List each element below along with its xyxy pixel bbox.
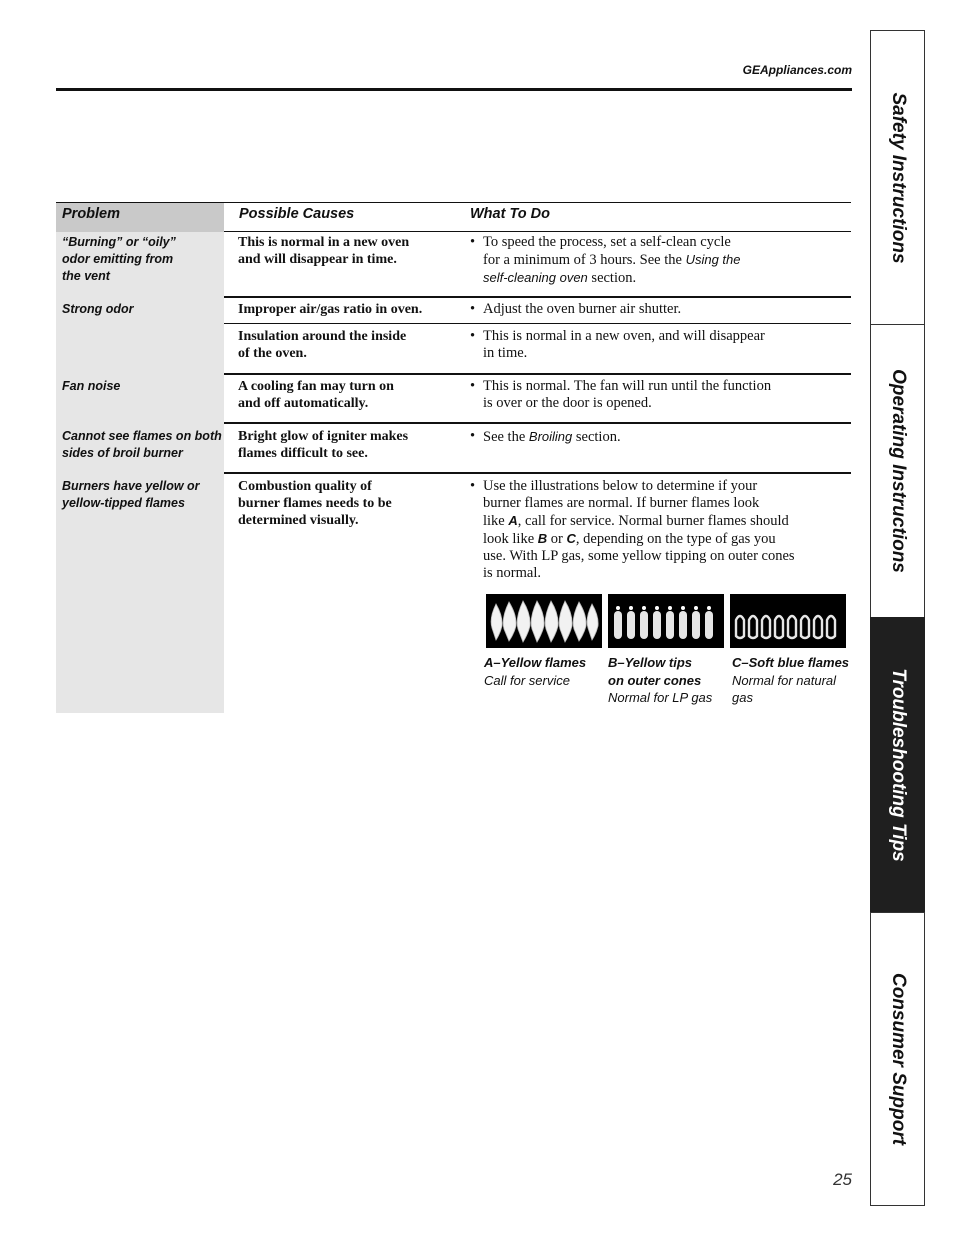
flame-caption-a: A–Yellow flames Call for service <box>484 655 587 688</box>
top-rule <box>56 88 852 91</box>
todo-cell: • See the Broiling section. <box>470 428 621 445</box>
tab-operating-instructions[interactable] <box>870 324 925 618</box>
cause-cell: Bright glow of igniter makes flames difficult to see. <box>238 429 409 461</box>
tab-label: Consumer Support <box>887 972 909 1146</box>
cause-cell: Insulation around the inside of the oven. <box>238 329 407 361</box>
tab-safety-instructions[interactable] <box>870 30 925 325</box>
problem-cell: Burners have yellow or yellow-tipped flames <box>62 479 200 510</box>
soft-blue-flames-illustration <box>730 594 846 648</box>
flame-caption-c: C–Soft blue flames Normal for natural gas <box>732 655 850 705</box>
yellow-tips-illustration <box>608 594 724 648</box>
yellow-flames-illustration <box>486 594 602 648</box>
row-rule <box>224 323 851 324</box>
todo-cell: • Use the illustrations below to determine if your burner flames are normal. If burner flames look like A, call for service. Normal burner flames should look like B or C, depending on the type of gas you use. With LP gas, some yellow tipping on outer cones is normal. <box>470 478 795 581</box>
header-what-to-do: What To Do <box>470 206 550 222</box>
problem-cell: “Burning” or “oily” odor emitting from the vent <box>62 235 176 283</box>
troubleshooting-table <box>56 202 851 713</box>
todo-cell: • To speed the process, set a self-clean cycle for a minimum of 3 hours. See the Using the self-cleaning oven section. <box>470 234 741 286</box>
problem-cell: Fan noise <box>62 379 121 393</box>
row-rule <box>224 296 851 298</box>
row-rule <box>224 472 851 474</box>
tab-label: Safety Instructions <box>887 91 909 264</box>
row-rule <box>224 373 851 375</box>
todo-cell: • This is normal in a new oven, and will disappear in time. <box>470 328 765 361</box>
flame-caption-b: B–Yellow tips on outer cones Normal for LP gas <box>608 655 713 705</box>
cause-cell: Combustion quality of burner flames needs to be determined visually. <box>238 479 392 528</box>
tab-label: Operating Instructions <box>887 369 909 573</box>
todo-cell: • Adjust the oven burner air shutter. <box>470 301 682 317</box>
row-rule <box>224 422 851 424</box>
header-rule <box>224 231 851 232</box>
header-problem: Problem <box>62 206 121 222</box>
problem-cell: Strong odor <box>62 302 134 316</box>
header-causes: Possible Causes <box>239 206 355 222</box>
cause-cell: Improper air/gas ratio in oven. <box>238 302 423 317</box>
tab-consumer-support[interactable] <box>870 912 925 1206</box>
tab-troubleshooting-tips[interactable] <box>870 617 925 913</box>
table-top-rule <box>56 202 851 203</box>
tab-label: Troubleshooting Tips <box>887 668 909 862</box>
cause-cell: A cooling fan may turn on and off automatically. <box>238 379 394 411</box>
site-url: GEAppliances.com <box>742 63 852 77</box>
page-number: 25 <box>833 1170 852 1189</box>
cause-cell: This is normal in a new oven and will disappear in time. <box>238 235 410 267</box>
todo-cell: • This is normal. The fan will run until the function is over or the door is opened. <box>470 378 772 411</box>
problem-cell: Cannot see flames on both sides of broil burner <box>62 429 222 460</box>
